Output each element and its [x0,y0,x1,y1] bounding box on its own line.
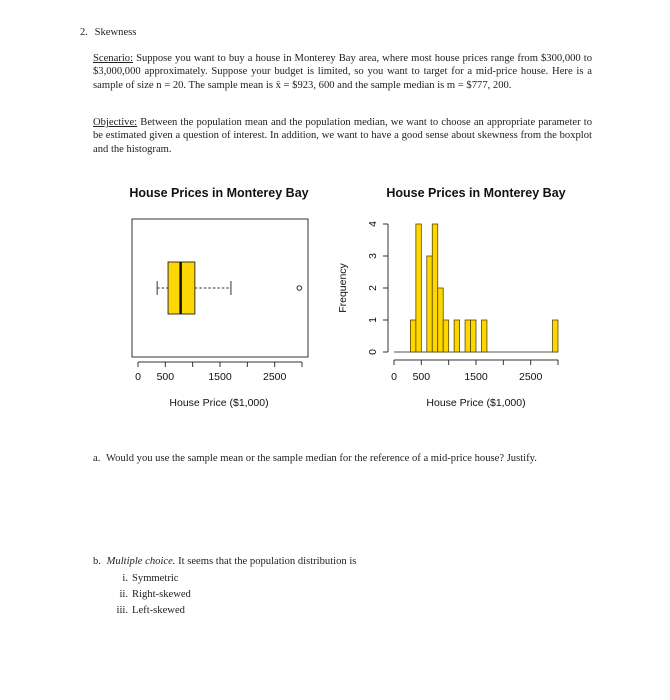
x-tick-label: 0 [391,371,397,383]
x-tick-label: 1500 [208,371,232,383]
x-tick-label: 500 [412,371,431,383]
histogram-bar [481,320,486,352]
option-number: i. [122,573,128,584]
option-list [132,572,191,620]
question-a [93,452,537,465]
question-a-label: a. [93,453,101,464]
x-axis-label: House Price ($1,000) [426,397,526,409]
question-b-emphasis: Multiple choice. [106,556,176,567]
x-axis-label: House Price ($1,000) [169,397,269,409]
x-tick-label: 0 [135,371,141,383]
option-left-skewed: Left-skewed [132,605,185,616]
question-b [93,555,356,568]
histogram-bar [416,224,421,352]
histogram-bar [465,320,470,352]
x-tick-label: 500 [156,371,175,383]
histogram-bar [427,256,432,352]
option-right-skewed: Right-skewed [132,589,191,600]
scenario-label: Scenario: [93,53,134,64]
histogram-bar [471,320,476,352]
histogram-bar [438,288,443,352]
option-number: iii. [116,605,128,616]
histogram-bar [410,320,415,352]
y-axis-label: Frequency [337,263,349,313]
y-tick-label: 0 [367,349,379,355]
histogram-bar [454,320,459,352]
histogram-bar [443,320,448,352]
outlier-point [297,286,302,291]
scenario-text: Suppose you want to buy a house in Monterey Bay area, where most house prices range from $300,000 to $3,000,000 approximately. Suppose your budget is limited, so you want to target for a mid-price house. Here is a sample of size n = 20. The sample mean is x̄ = $923, 600 and the sample median is m = $777, 200. [93,53,592,91]
histogram-bar [432,224,437,352]
x-tick-label: 2500 [518,371,543,383]
question-a-text: Would you use the sample mean or the sample median for the reference of a mid-price house? Justify. [106,453,537,464]
section-number: 2. [80,27,88,38]
objective-text: Between the population mean and the population median, we want to choose an appropriate parameter to be estimated given a question of interest. In addition, we want to have a good sense about skewness from the boxplot and the histogram. [93,117,592,155]
histogram-bar [553,320,558,352]
question-b-text: It seems that the population distribution is [178,556,357,567]
option-number: ii. [119,589,128,600]
question-b-label: b. [93,556,101,567]
y-tick-label: 4 [367,221,379,227]
x-tick-label: 1500 [464,371,488,383]
section-title: Skewness [94,27,137,38]
y-tick-label: 1 [367,317,379,323]
y-tick-label: 2 [367,285,379,291]
chart-title: House Prices in Monterey Bay [129,186,309,200]
option-list-numbers [108,572,128,620]
x-tick-label: 2500 [262,371,287,383]
objective-label: Objective: [93,117,138,128]
chart-title: House Prices in Monterey Bay [386,186,566,200]
option-symmetric: Symmetric [132,573,179,584]
y-tick-label: 3 [367,253,379,259]
